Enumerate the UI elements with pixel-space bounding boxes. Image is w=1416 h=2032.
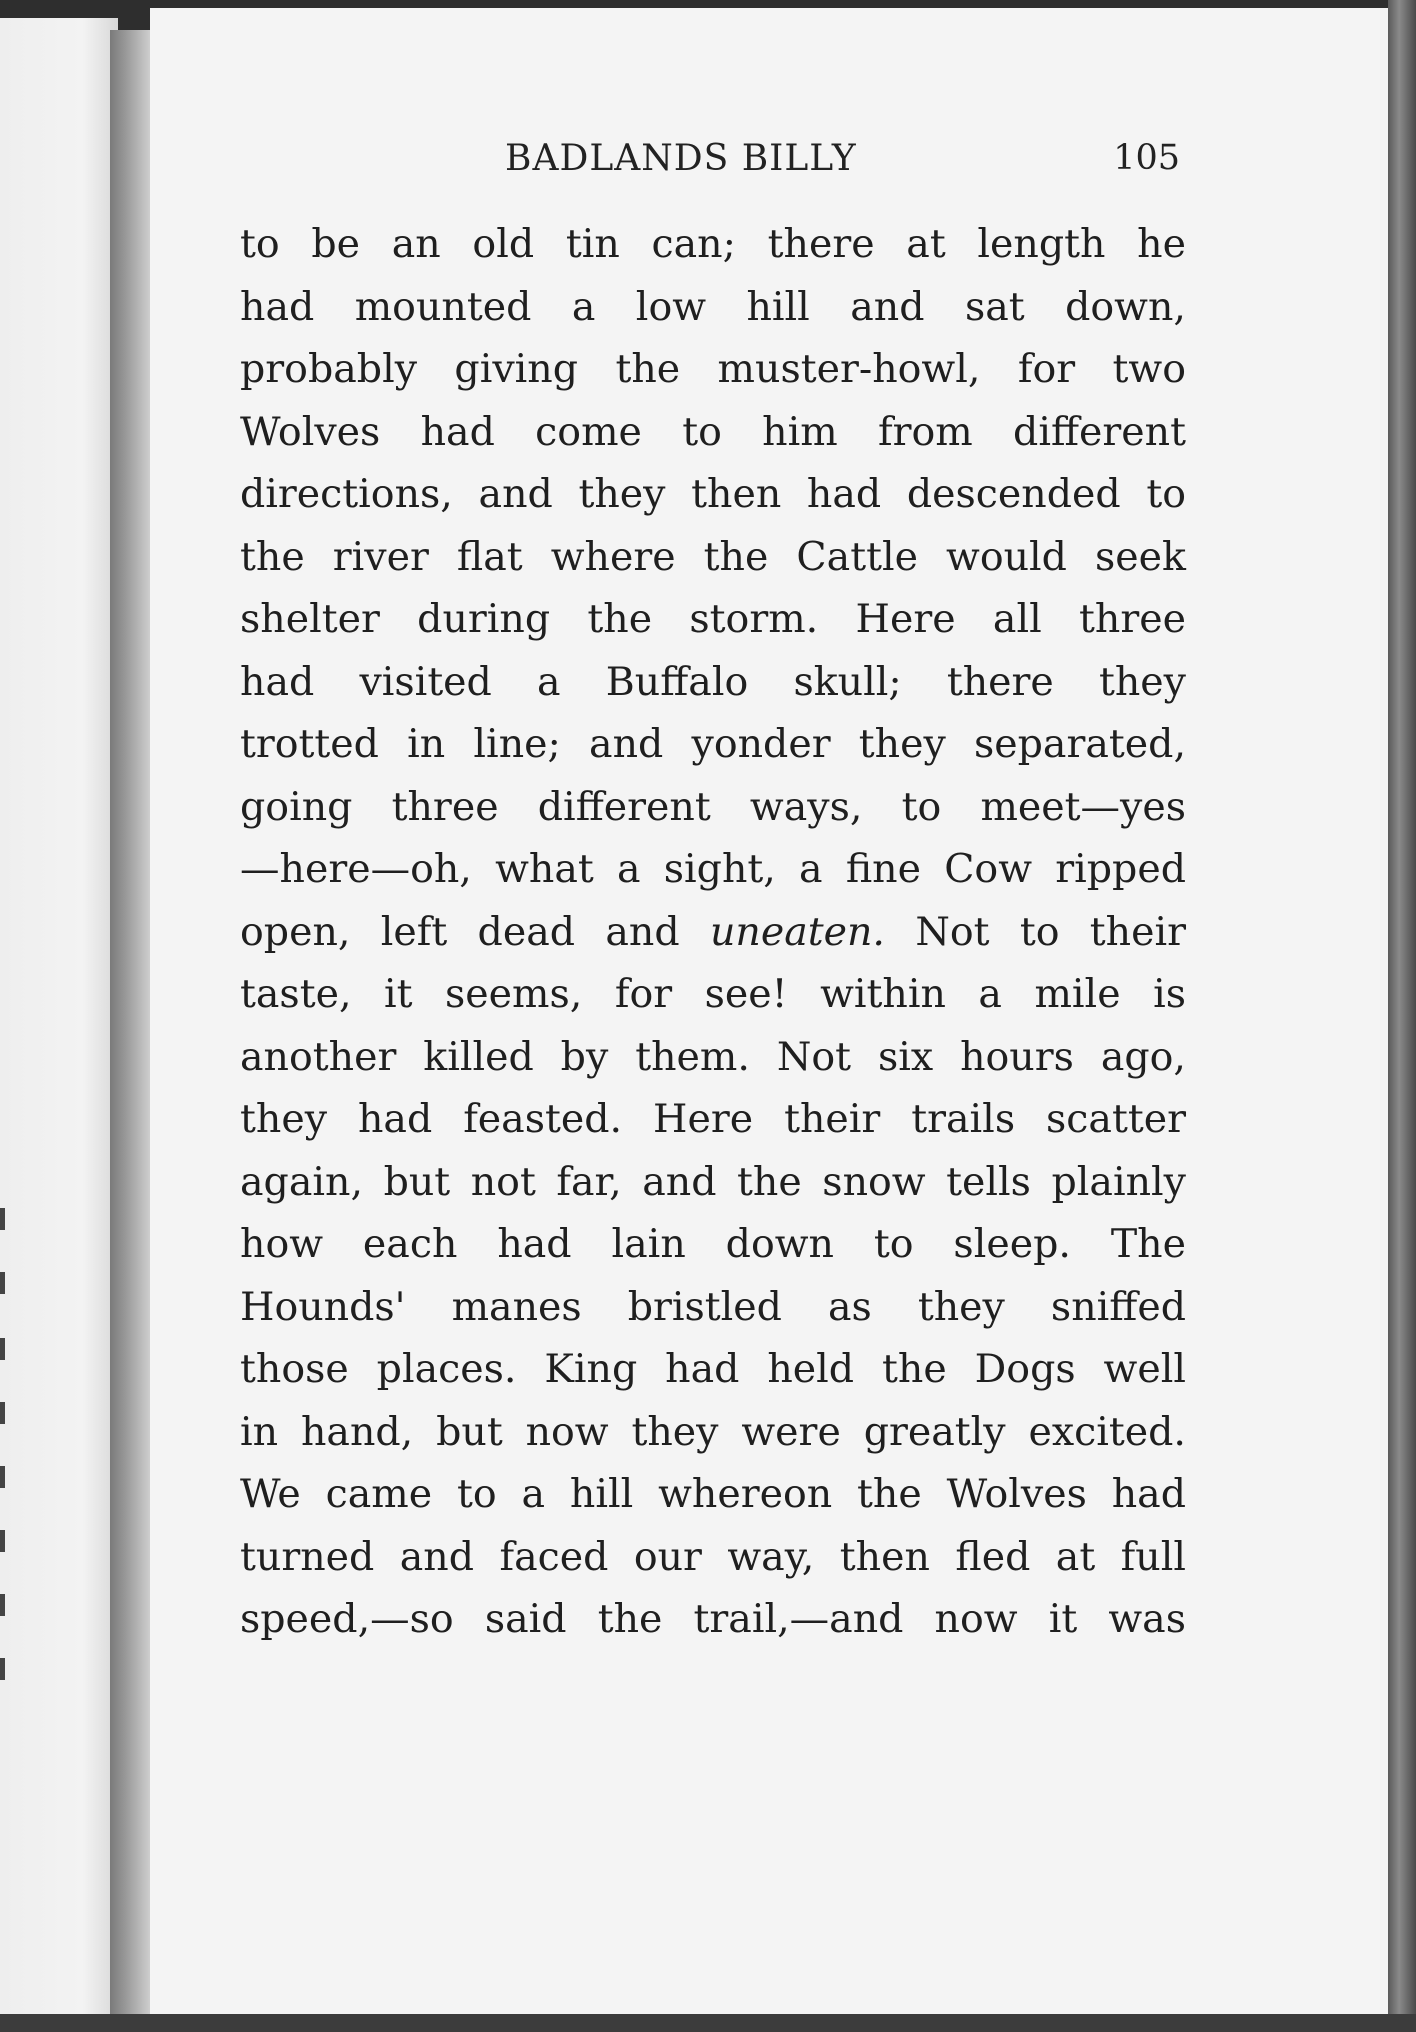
text-line-start: open, left dead and	[240, 908, 680, 955]
text-line: Hounds' manes bristled as they sniffed	[240, 1283, 1186, 1330]
text-line: the river flat where the Cattle would seek	[240, 533, 1186, 580]
text-line: in hand, but now they were greatly excited.	[240, 1408, 1186, 1455]
text-line: taste, it seems, for see! within a mile is	[240, 971, 1186, 1017]
text-line: speed,—so said the trail,—and now it was	[240, 1596, 1186, 1642]
text-line: how each had lain down to sleep. The	[240, 1221, 1186, 1267]
text-line: —here—oh, what a sight, a fine Cow ripped	[240, 846, 1186, 892]
italic-word: uneaten.	[709, 908, 885, 955]
text-line: they had feasted. Here their trails scatter	[240, 1096, 1186, 1142]
body-text	[240, 213, 1186, 1651]
text-line: directions, and they then had descended to	[240, 471, 1186, 517]
text-line-mixed	[240, 901, 1186, 964]
text-line: to be an old tin can; there at length he	[240, 221, 1186, 267]
text-line: those places. King had held the Dogs well	[240, 1346, 1186, 1392]
text-line-end: Not to their	[915, 908, 1186, 955]
scan-bottom-edge	[0, 2014, 1416, 2032]
text-line: turned and faced our way, then fled at full	[240, 1533, 1186, 1580]
book-cover-edge	[1388, 0, 1416, 2032]
text-line: had mounted a low hill and sat down,	[240, 283, 1186, 330]
page-number: 105	[1113, 138, 1180, 178]
text-line: probably giving the muster-howl, for two	[240, 346, 1186, 392]
text-line: had visited a Buffalo skull; there they	[240, 658, 1186, 705]
text-line: We came to a hill whereon the Wolves had	[240, 1471, 1186, 1517]
text-line: Wolves had come to him from different	[240, 408, 1186, 455]
text-line: going three different ways, to meet—yes	[240, 783, 1186, 830]
running-title: BADLANDS BILLY	[505, 138, 857, 179]
running-head	[240, 138, 1180, 198]
text-line: another killed by them. Not six hours ago,	[240, 1033, 1186, 1080]
text-line: trotted in line; and yonder they separated,	[240, 721, 1186, 767]
text-line: again, but not far, and the snow tells plainly	[240, 1158, 1186, 1205]
text-line: shelter during the storm. Here all three	[240, 596, 1186, 642]
left-page-edge	[0, 18, 118, 2014]
